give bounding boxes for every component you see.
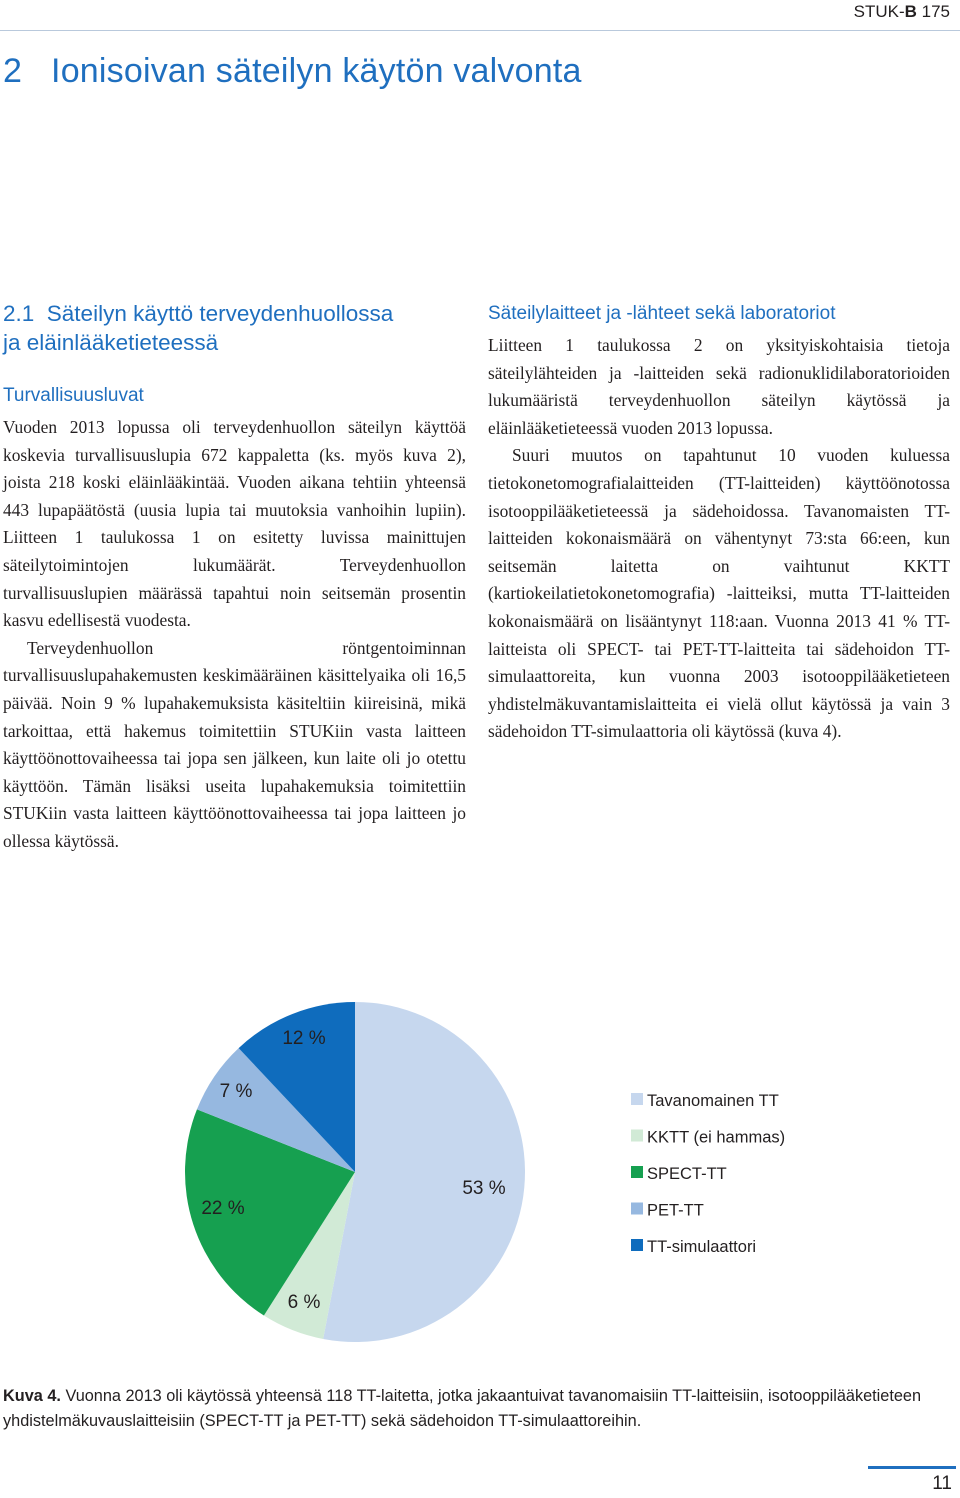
right-paragraph-1: Liitteen 1 taulukossa 2 on yksityiskohtaisia tietoja säteilylähteiden ja -laitteiden sekä radionuklidilaboratorioiden lukumääristä terveydenhuollon säteilyn käytössä ja eläinlääketieteessä vuoden 2013 lopussa. (488, 335, 950, 438)
pie-label-pet-tt: 7 % (219, 1081, 253, 1102)
pie-label-tt-simulaattori: 12 % (282, 1028, 326, 1049)
left-paragraph-1: Vuoden 2013 lopussa oli terveydenhuollon säteilyn käyttöä koskevia turvallisuuslupia 672 kappaletta (ks. myös kuva 2), joista 218 koski eläinlääkintää. Vuoden aikana tehtiin yhteensä 443 lupapäätöstä (uusia lupia tai muutoksia vanhoihin lupiin). Liitteen 1 taulukossa 1 on esitetty luvissa mainittujen säteilytoimintojen lukumäärät. Terveydenhuollon turvallisuuslupien määrässä tapahtui noin seitsemän prosentin kasvu edellisestä vuodesta. (3, 417, 466, 631)
pie-chart (0, 990, 960, 1360)
pie-label-tavanomainen-tt: 53 % (462, 1178, 506, 1199)
caption-label: Kuva 4. (3, 1387, 61, 1405)
legend-swatch-pet-tt (631, 1203, 643, 1215)
chapter-title: 2 Ionisoivan säteilyn käytön valvonta (3, 52, 582, 90)
legend-swatch-tavanomainen-tt (631, 1093, 643, 1105)
pie-label-kktt-ei-hammas: 6 % (287, 1292, 321, 1313)
legend-swatch-spect-tt (631, 1166, 643, 1178)
header-rule (0, 30, 960, 31)
legend-label-spect-tt: SPECT-TT (647, 1165, 727, 1183)
pie-slices (185, 1002, 525, 1342)
legend-swatch-kktt-ei-hammas (631, 1130, 643, 1142)
series-letter: B (904, 2, 917, 21)
right-paragraph-2: Suuri muutos on tapahtunut 10 vuoden kuluessa tietokonetomografialaitteiden (TT-laitteiden) käyttöönotossa isotooppilääketieteessä ja sädehoidossa. Tavanomaisten TT-laitteiden kokonaismäärä on vähentynyt 73:sta 66:een, kun seitsemän laitetta on vaihtunut KKTT (kartiokeilatietokonetomografia) -laitteiksi, mutta TT-laitteiden kokonaismäärä on lisääntynyt 118:aan. Vuonna 2013 41 % TT-laitteista oli SPECT- tai PET-TT-laitteita tai sädehoidon TT-simulaattoreita, kun vuonna 2003 isotooppilääketieteen yhdistelmäkuvantamislaitteita ei vielä ollut käytössä ja vain 3 sädehoidon TT-simulaattoria oli käytössä (kuva 4). (488, 445, 950, 742)
left-column (3, 414, 466, 856)
section-title-line1: 2.1 Säteilyn käyttö terveydenhuollossa (3, 301, 394, 326)
caption-text: Vuonna 2013 oli käytössä yhteensä 118 TT-laitetta, jotka jakaantuivat tavanomaisiin TT-laitteisiin, isotooppilääketieteen yhdistelmäkuvauslaitteisiin (SPECT-TT ja PET-TT) sekä sädehoidon TT-simulaattoreihin. (3, 1387, 922, 1430)
left-paragraph-2: Terveydenhuollon röntgentoiminnan turvallisuuslupahakemusten keskimääräinen käsittelyaika oli 16,5 päivää. Noin 9 % lupahakemuksista käsiteltiin kiireisinä, mikä tarkoittaa, että hakemus toimitettiin STUKiin vasta laitteen käyttöönottovaiheessa tai jopa sen jälkeen, kun laite oli jo otettu käyttöön. Tämän lisäksi useita lupahakemuksia toimitettiin STUKiin vasta laitteen käyttöönottovaiheessa tai jopa laitteen jo ollessa käytössä. (3, 637, 466, 851)
running-header (854, 2, 950, 22)
right-subheading: Säteilylaitteet ja -lähteet sekä laboratoriot (488, 303, 836, 324)
pie-label-spect-tt: 22 % (201, 1198, 245, 1219)
footer-rule (868, 1466, 956, 1469)
series-prefix: STUK- (853, 2, 905, 21)
section-title-line2: ja eläinlääketieteessä (3, 330, 219, 355)
page-number: 11 (932, 1473, 952, 1494)
figure-caption (3, 1384, 953, 1434)
legend-label-pet-tt: PET-TT (647, 1201, 704, 1220)
series-number: 175 (921, 2, 950, 21)
left-subheading: Turvallisuusluvat (3, 385, 144, 406)
pie-legend (631, 1092, 785, 1256)
legend-label-kktt-ei-hammas: KKTT (ei hammas) (647, 1128, 786, 1147)
legend-label-tt-simulaattori: TT-simulaattori (647, 1238, 757, 1256)
right-column (488, 332, 950, 746)
legend-label-tavanomainen-tt: Tavanomainen TT (647, 1092, 779, 1110)
section-title (3, 299, 473, 357)
legend-swatch-tt-simulaattori (631, 1239, 643, 1251)
